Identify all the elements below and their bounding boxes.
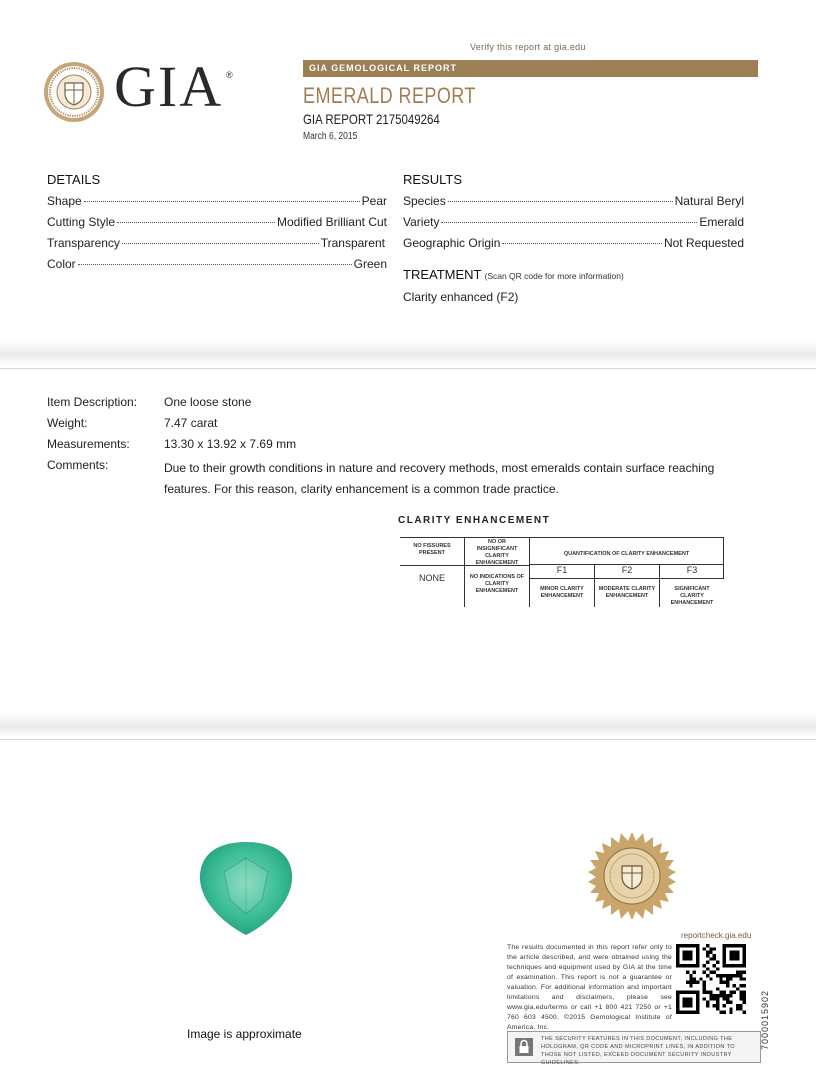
grade-f3-desc: SIGNIFICANT CLARITY ENHANCEMENT [670, 586, 714, 606]
grade-f3-code: F3 [686, 565, 698, 575]
report-date: March 6, 2015 [303, 131, 358, 142]
verify-link[interactable]: Verify this report at gia.edu [470, 42, 586, 52]
row-label: Cutting Style [47, 215, 116, 229]
serial-number: 7000015902 [760, 989, 770, 1050]
fold-line-2 [0, 739, 816, 740]
weight-value: 7.47 carat [164, 416, 218, 430]
row-value: Emerald [699, 215, 744, 229]
clarity-enhancement-title: CLARITY ENHANCEMENT [398, 515, 551, 526]
grade-f1-desc: MINOR CLARITY ENHANCEMENT [540, 586, 584, 599]
row-value: Transparent [320, 236, 385, 250]
treatment-value: Clarity enhanced (F2) [403, 290, 519, 304]
row-value: Not Requested [663, 236, 744, 250]
fold-line-1 [0, 368, 816, 369]
image-caption: Image is approximate [187, 1027, 302, 1041]
grade-f2-desc: MODERATE CLARITY ENHANCEMENT [598, 586, 656, 599]
details-row-shape [47, 194, 387, 208]
item-description-label: Item Description: [47, 395, 138, 409]
details-row-cutting-style [47, 215, 387, 229]
clarity-enhancement-table [400, 537, 724, 607]
gia-logo-text: GIA [114, 54, 224, 119]
lock-icon [515, 1038, 533, 1056]
comments-label: Comments: [47, 458, 109, 472]
gia-seal-gold-icon [588, 832, 676, 920]
row-label: Transparency [47, 236, 120, 250]
row-value: Pear [361, 194, 387, 208]
registered-mark: ® [226, 70, 233, 80]
item-description-value: One loose stone [164, 395, 252, 409]
results-row-species [403, 194, 744, 208]
disclaimer-text: The results documented in this report refer only to the article described, and were obtained using the techniques and equipment used by GIA at the time of examination. This report is not a guarantee or valuation. For additional information and important limitations and disclaimers, please see www.gia.edu/terms or call +1 800 421 7250 or +1 760 603 4500. ©2015 Gemological Institute of America, Inc. [507, 944, 672, 1031]
details-heading: DETAILS [47, 172, 101, 187]
treatment-note: (Scan QR code for more information) [484, 271, 624, 281]
quantification-header: QUANTIFICATION OF CLARITY ENHANCEMENT [563, 551, 690, 557]
grade-f2-code: F2 [621, 565, 633, 575]
results-row-geographic-origin [403, 236, 744, 250]
security-text: THE SECURITY FEATURES IN THIS DOCUMENT, INCLUDING THE HOLOGRAM, QR CODE AND MICROPRINT LINES, IN ADDITION TO THOSE NOT LISTED, EXCEED DOCUMENT SECURITY INDUSTRY GUIDELINES. [541, 1036, 735, 1066]
treatment-title: TREATMENT [403, 267, 482, 282]
weight-label: Weight: [47, 416, 88, 430]
gia-seal-icon [43, 61, 105, 123]
row-value: Modified Brilliant Cut [276, 215, 387, 229]
report-banner [303, 60, 758, 77]
emerald-stone-image [196, 840, 296, 936]
report-title: EMERALD REPORT [303, 83, 476, 108]
row-label: Color [47, 257, 76, 271]
qr-code-icon[interactable] [676, 943, 746, 1015]
no-fissures-header: NO FISSURES PRESENT [413, 543, 451, 556]
row-label: Geographic Origin [403, 236, 501, 250]
treatment-heading [403, 267, 624, 282]
row-label: Species [403, 194, 446, 208]
row-value: Green [353, 257, 387, 271]
none-cell: NONE [418, 573, 445, 583]
comments-value: Due to their growth conditions in nature and recovery methods, most emeralds contain surface reaching features. For this reason, clarity enhancement is a common trade practice. [164, 461, 715, 496]
details-row-color [47, 257, 387, 271]
row-value: Natural Beryl [674, 194, 744, 208]
banner-text: GIA GEMOLOGICAL REPORT [309, 63, 458, 73]
reportcheck-link[interactable]: reportcheck.gia.edu [681, 931, 752, 940]
paper-fold-1 [0, 340, 816, 366]
row-label: Variety [403, 215, 440, 229]
grade-f1-code: F1 [556, 565, 568, 575]
security-box [507, 1031, 761, 1066]
measurements-label: Measurements: [47, 437, 130, 451]
results-heading: RESULTS [403, 172, 462, 187]
details-row-transparency [47, 236, 385, 250]
report-number: GIA REPORT 2175049264 [303, 111, 440, 127]
results-row-variety [403, 215, 744, 229]
measurements-value: 13.30 x 13.92 x 7.69 mm [164, 437, 297, 451]
row-label: Shape [47, 194, 82, 208]
no-indications-cell: NO INDICATIONS OF CLARITY ENHANCEMENT [469, 574, 525, 594]
no-insignificant-header: NO OR INSIGNIFICANT CLARITY ENHANCEMENT [475, 539, 519, 566]
paper-fold-2 [0, 712, 816, 738]
